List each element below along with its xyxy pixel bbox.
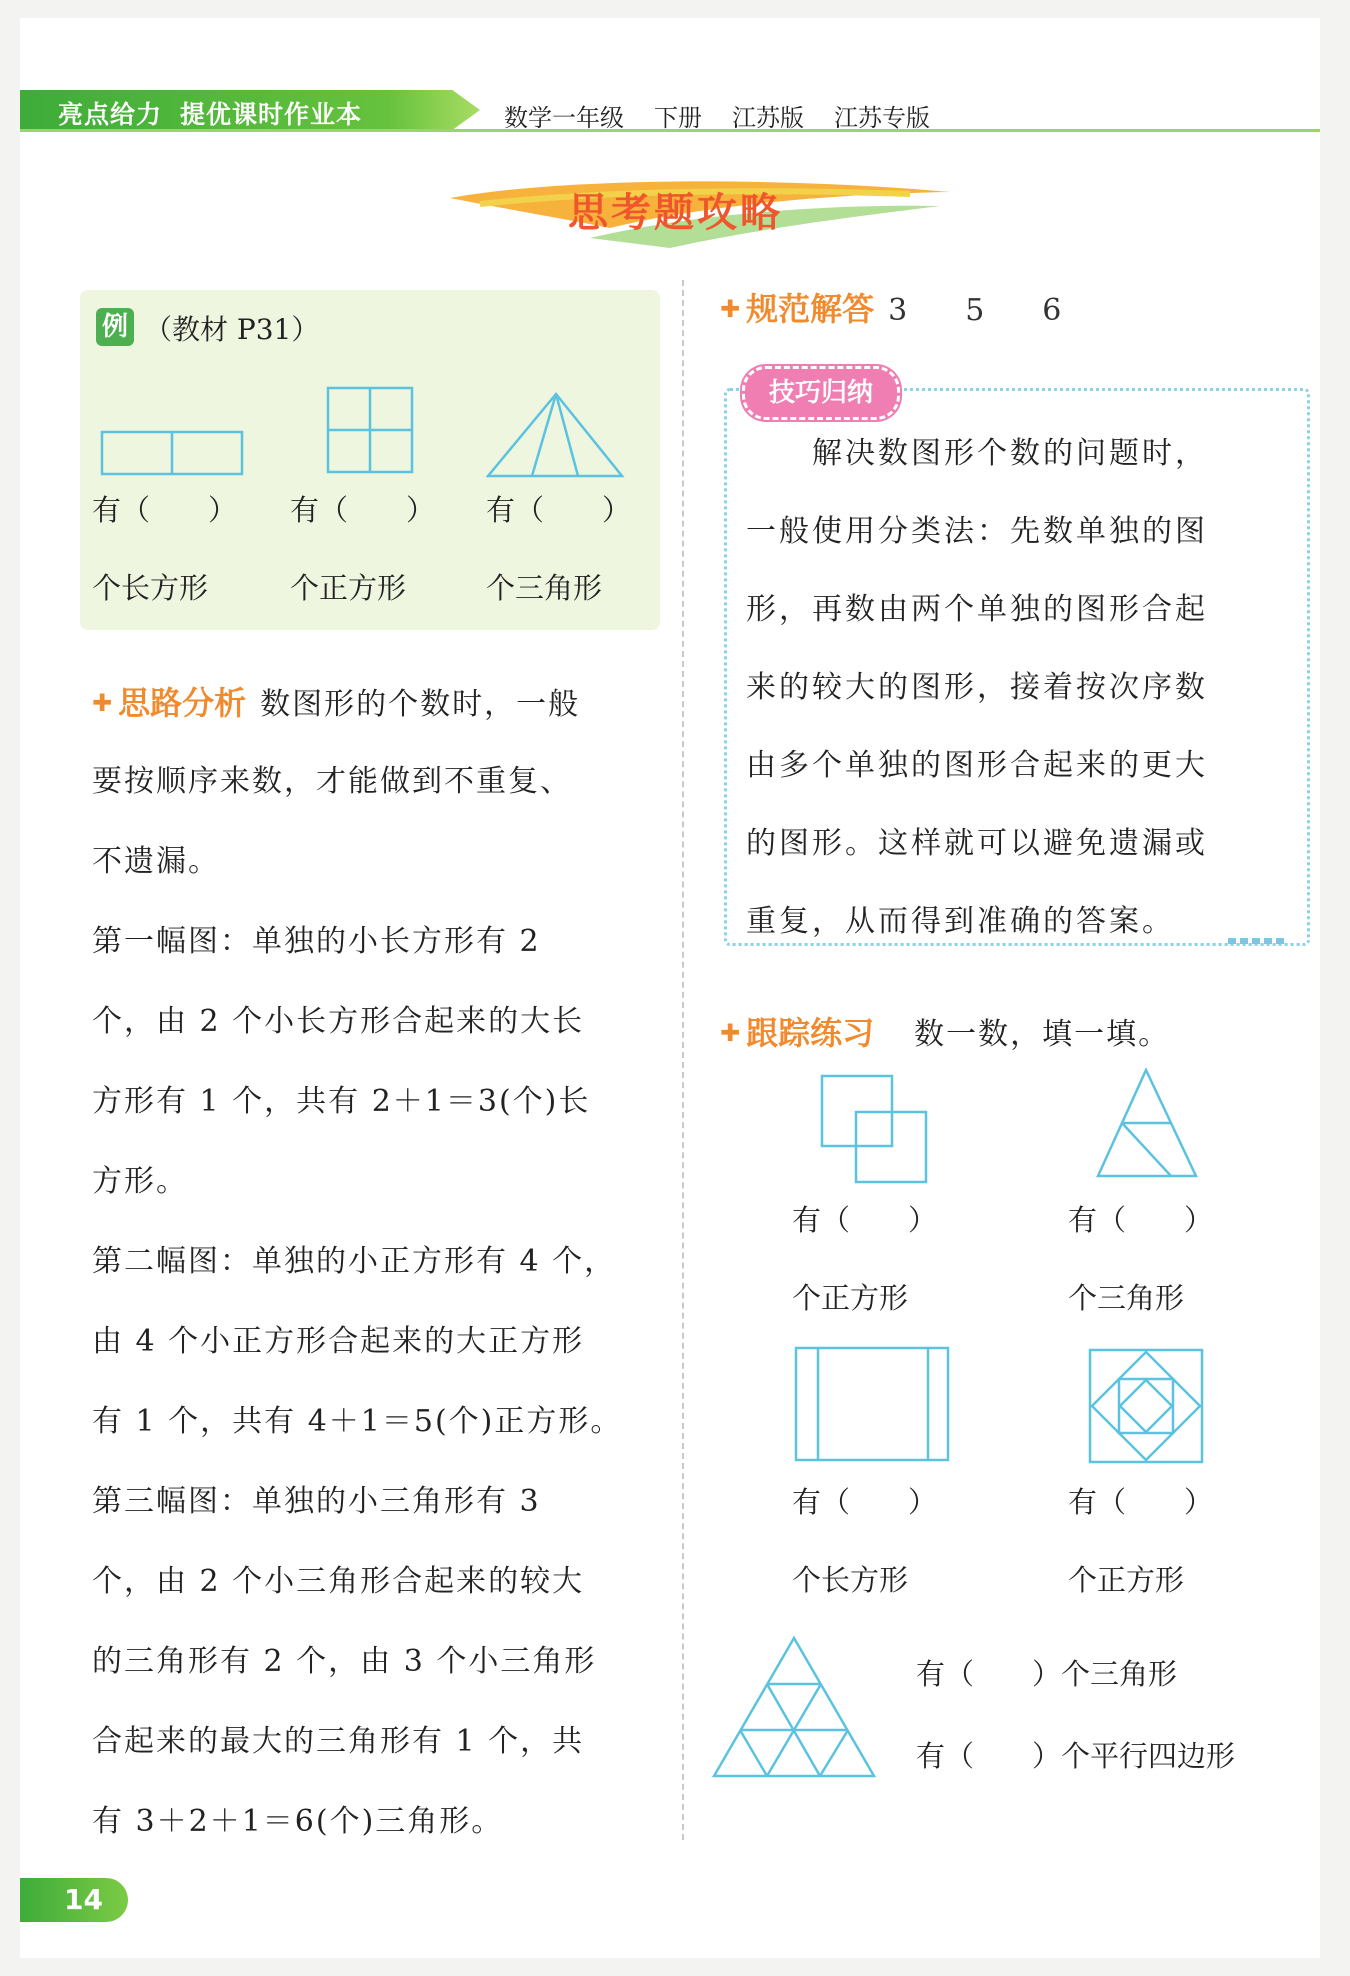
brand-series: 提优课时作业本 <box>180 100 363 129</box>
practice-label: 跟踪练习 <box>746 1014 875 1052</box>
tips-dash-decoration <box>1228 938 1288 944</box>
practice-figure-overlapping-squares <box>820 1074 930 1186</box>
analysis-line: 方形。 <box>92 1164 188 1199</box>
practice-answer-4-line2: 个正方形 <box>1068 1563 1185 1597</box>
column-divider <box>682 280 684 1840</box>
practice-answer-2-line1[interactable]: 有（ ） <box>1068 1203 1214 1237</box>
analysis-label: 思路分析 <box>118 684 247 722</box>
page <box>20 18 1320 1958</box>
analysis-heading <box>92 678 580 724</box>
analysis-line: 合起来的最大的三角形有 1 个，共 <box>92 1724 585 1759</box>
figure-split-triangle <box>486 392 626 478</box>
practice-answer-1-line2: 个正方形 <box>792 1281 909 1315</box>
header-brand <box>58 95 362 131</box>
analysis-line: 个，由 2 个小三角形合起来的较大 <box>92 1564 585 1599</box>
analysis-line: 的三角形有 2 个，由 3 个小三角形 <box>92 1644 597 1679</box>
example-answer-1-line2: 个长方形 <box>92 571 209 605</box>
example-answer-1-line1[interactable]: 有（ ） <box>92 493 238 527</box>
header-grade: 数学一年级 <box>504 104 624 132</box>
tips-line: 的图形。这样就可以避免遗漏或 <box>746 826 1208 861</box>
analysis-line: 第三幅图：单独的小三角形有 3 <box>92 1484 541 1519</box>
analysis-line: 方形有 1 个，共有 2＋1＝3(个)长 <box>92 1084 591 1119</box>
practice-figure-triangle-grid <box>712 1636 878 1782</box>
plus-icon: ✚ <box>720 295 741 323</box>
header-info <box>504 98 960 133</box>
example-answer-2-line2: 个正方形 <box>290 571 407 605</box>
tips-line: 一般使用分类法：先数单独的图 <box>746 514 1208 549</box>
practice-instruction: 数一数，填一填。 <box>914 1017 1171 1052</box>
analysis-line: 有 3＋2＋1＝6(个)三角形。 <box>92 1804 504 1839</box>
practice-answer-2-line2: 个三角形 <box>1068 1281 1185 1315</box>
analysis-first-line: 数图形的个数时，一般 <box>260 687 581 722</box>
analysis-line: 第二幅图：单独的小正方形有 4 个， <box>92 1244 617 1279</box>
practice-answer-1-line1[interactable]: 有（ ） <box>792 1203 938 1237</box>
practice-figure-triangle <box>1096 1068 1200 1180</box>
page-title: 思考题攻略 <box>568 190 783 236</box>
analysis-line: 不遗漏。 <box>92 844 220 879</box>
tips-line: 由多个单独的图形合起来的更大 <box>746 748 1208 783</box>
page-number: 14 <box>20 1878 128 1922</box>
practice-answer-5[interactable]: 有（ ）个三角形 <box>916 1657 1178 1691</box>
tips-line: 形，再数由两个单独的图形合起 <box>746 592 1208 627</box>
example-answer-3-line1[interactable]: 有（ ） <box>486 493 632 527</box>
practice-heading <box>720 1008 1170 1054</box>
tips-line: 重复，从而得到准确的答案。 <box>746 904 1175 939</box>
brand-name: 亮点给力 <box>58 100 163 129</box>
practice-figure-rectangle-strips <box>794 1346 952 1464</box>
plus-icon: ✚ <box>720 1019 741 1047</box>
solution-label: 规范解答 <box>746 290 875 328</box>
tips-line: 解决数图形个数的问题时， <box>746 436 1208 471</box>
figure-two-rectangles <box>100 428 280 476</box>
practice-figure-nested-squares <box>1088 1348 1204 1464</box>
plus-icon: ✚ <box>92 689 113 717</box>
example-tag: 例 <box>96 308 134 346</box>
example-answer-2-line1[interactable]: 有（ ） <box>290 493 436 527</box>
header-volume: 下册 <box>654 104 702 132</box>
header-special: 江苏专版 <box>834 104 930 132</box>
analysis-line: 有 1 个，共有 4＋1＝5(个)正方形。 <box>92 1404 623 1439</box>
tips-line: 来的较大的图形，接着按次序数 <box>746 670 1208 705</box>
figure-four-squares <box>326 386 416 476</box>
analysis-line: 个，由 2 个小长方形合起来的大长 <box>92 1004 585 1039</box>
header-edition: 江苏版 <box>732 104 804 132</box>
solution-answers: 3 5 6 <box>888 293 1076 328</box>
analysis-line: 由 4 个小正方形合起来的大正方形 <box>92 1324 585 1359</box>
example-answer-3-line2: 个三角形 <box>486 571 603 605</box>
analysis-line: 第一幅图：单独的小长方形有 2 <box>92 924 541 959</box>
practice-answer-3-line1[interactable]: 有（ ） <box>792 1485 938 1519</box>
solution-heading <box>720 284 1075 330</box>
practice-answer-3-line2: 个长方形 <box>792 1563 909 1597</box>
practice-answer-6[interactable]: 有（ ）个平行四边形 <box>916 1739 1236 1773</box>
analysis-line: 要按顺序来数，才能做到不重复、 <box>92 764 572 799</box>
tips-tag: 技巧归纳 <box>742 366 900 420</box>
practice-answer-4-line1[interactable]: 有（ ） <box>1068 1485 1214 1519</box>
example-reference: （教材 P31） <box>144 313 320 346</box>
